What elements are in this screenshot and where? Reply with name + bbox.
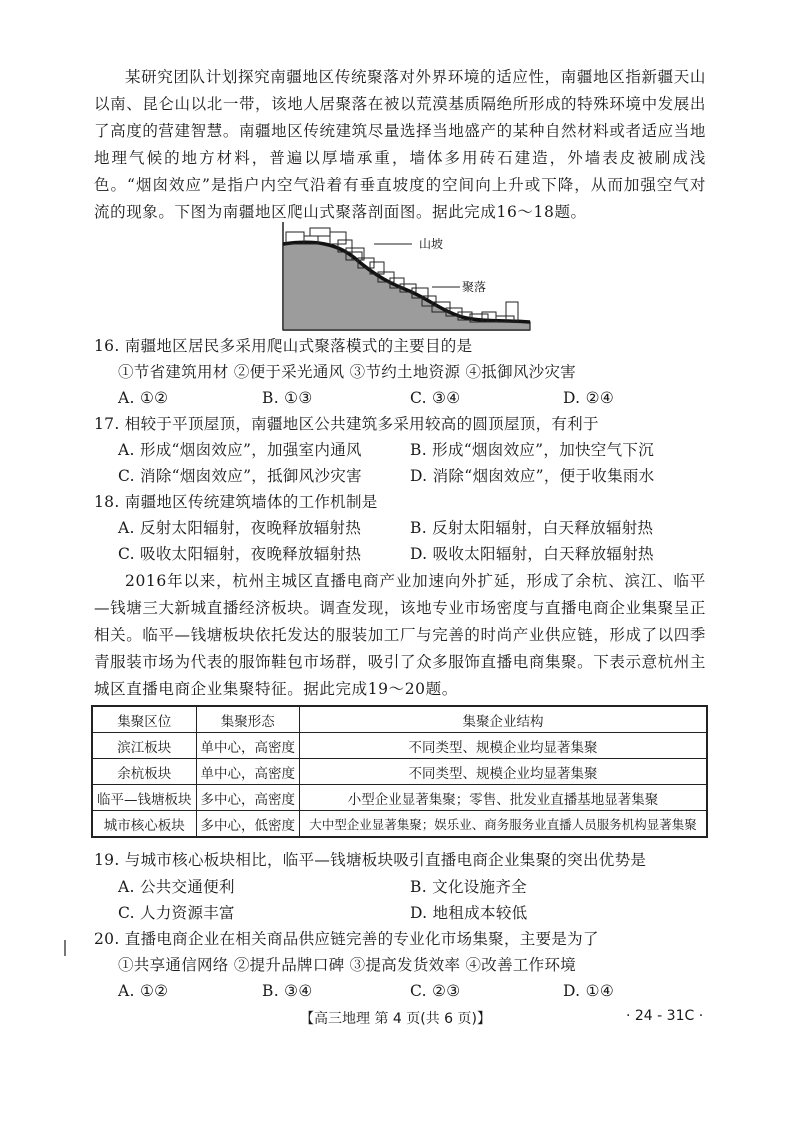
q18-option-b: B. 反射太阳辐射，白天释放辐射热 <box>410 519 654 537</box>
table-cell: 滨江板块 <box>92 733 196 759</box>
table-header-row <box>92 706 707 733</box>
q20-option-a: A. ①② <box>118 982 169 1000</box>
q20-option-c: C. ②③ <box>410 982 461 1000</box>
table-header-cell: 集聚企业结构 <box>300 706 708 733</box>
q20-option-d: D. ①④ <box>563 982 615 1000</box>
q18-option-d: D. 吸收太阳辐射，白天释放辐射热 <box>410 545 654 563</box>
q18-option-c: C. 吸收太阳辐射，夜晚释放辐射热 <box>118 545 362 563</box>
q17-option-b: B. 形成“烟囱效应”，加快空气下沉 <box>410 441 654 459</box>
q19-option-a: A. 公共交通便利 <box>118 878 235 896</box>
table-cell: 单中心，高密度 <box>196 759 300 785</box>
q19-stem: 19. 与城市核心板块相比，临平—钱塘板块吸引直播电商企业集聚的突出优势是 <box>94 851 647 869</box>
table-cell: 城市核心板块 <box>92 811 196 838</box>
table-cell: 多中心，低密度 <box>196 811 300 838</box>
table-row <box>92 759 707 785</box>
settlement-profile-figure <box>282 222 532 332</box>
q19-option-b: B. 文化设施齐全 <box>410 878 527 896</box>
table-cell: 小型企业显著集聚；零售、批发业直播基地显著集聚 <box>300 785 708 811</box>
q16-option-c: C. ③④ <box>410 389 461 407</box>
slope-label: 山坡 <box>419 237 444 251</box>
q17-stem: 17. 相较于平顶屋顶，南疆地区公共建筑多采用较高的圆顶屋顶，有利于 <box>94 415 599 433</box>
q16-option-d: D. ②④ <box>563 389 615 407</box>
table-cell: 单中心，高密度 <box>196 733 300 759</box>
table-header-cell: 集聚形态 <box>196 706 300 733</box>
table-cell: 不同类型、规模企业均显著集聚 <box>300 733 708 759</box>
table-cell: 临平—钱塘板块 <box>92 785 196 811</box>
cluster-feature-table <box>91 705 708 838</box>
q16-stem: 16. 南疆地区居民多采用爬山式聚落模式的主要目的是 <box>94 337 473 355</box>
hillside-fill <box>283 242 530 330</box>
intro-passage-1: 某研究团队计划探究南疆地区传统聚落对外界环境的适应性，南疆地区指新疆天山以南、昆仑山以北一带，该地人居聚落在被以荒漠基质隔绝所形成的特殊环境中发展出了高度的营建智慧。南疆地区传统建筑尽量选择当地盛产的某种自然材料或者适应当地地理气候的地方材料，普遍以厚墙承重，墙体多用砖石建造，外墙表皮被刷成浅色。“烟囱效应”是指户内空气沿着有垂直坡度的空间向上升或下降，从而加强空气对流的现象。下图为南疆地区爬山式聚落剖面图。据此完成16～18题。 <box>94 68 706 221</box>
q19-option-d: D. 地租成本较低 <box>410 904 528 922</box>
table-row <box>92 733 707 759</box>
q17-option-c: C. 消除“烟囱效应”，抵御风沙灾害 <box>118 467 362 485</box>
table-header-cell: 集聚区位 <box>92 706 196 733</box>
table-cell: 不同类型、规模企业均显著集聚 <box>300 759 708 785</box>
q16-items: ①节省建筑用材 ②便于采光通风 ③节约土地资源 ④抵御风沙灾害 <box>118 363 577 381</box>
settlement-label: 聚落 <box>462 280 487 294</box>
page-footer: 【高三地理 第 4 页(共 6 页)】 <box>300 1011 491 1027</box>
q17-option-a: A. 形成“烟囱效应”，加强室内通风 <box>118 441 362 459</box>
table-cell: 大中型企业显著集聚；娱乐业、商务服务业直播人员服务机构显著集聚 <box>300 811 708 838</box>
table-cell: 余杭板块 <box>92 759 196 785</box>
intro-passage-2: 2016年以来，杭州主城区直播电商产业加速向外扩延，形成了余杭、滨江、临平—钱塘三大新城直播经济板块。调查发现，该地专业市场密度与直播电商企业集聚呈正相关。临平—钱塘板块依托发达的服装加工厂与完善的时尚产业供应链，形成了以四季青服装市场为代表的服饰鞋包市场群，吸引了众多服饰直播电商集聚。下表示意杭州主城区直播电商企业集聚特征。据此完成19～20题。 <box>94 572 706 698</box>
q18-stem: 18. 南疆地区传统建筑墙体的工作机制是 <box>94 493 378 511</box>
q18-option-a: A. 反射太阳辐射，夜晚释放辐射热 <box>118 519 362 537</box>
table-cell: 多中心，高密度 <box>196 785 300 811</box>
q16-option-b: B. ①③ <box>262 389 313 407</box>
q16-option-a: A. ①② <box>118 389 169 407</box>
q19-option-c: C. 人力资源丰富 <box>118 904 235 922</box>
paper-code: · 24 - 31C · <box>626 1008 704 1024</box>
scan-artifact <box>64 940 66 956</box>
table-row <box>92 811 707 838</box>
q20-stem: 20. 直播电商企业在相关商品供应链完善的专业化市场集聚，主要是为了 <box>94 930 599 948</box>
table-row <box>92 785 707 811</box>
q20-option-b: B. ③④ <box>262 982 313 1000</box>
q20-items: ①共享通信网络 ②提升品牌口碑 ③提高发货效率 ④改善工作环境 <box>118 956 577 974</box>
q17-option-d: D. 消除“烟囱效应”，便于收集雨水 <box>410 467 655 485</box>
